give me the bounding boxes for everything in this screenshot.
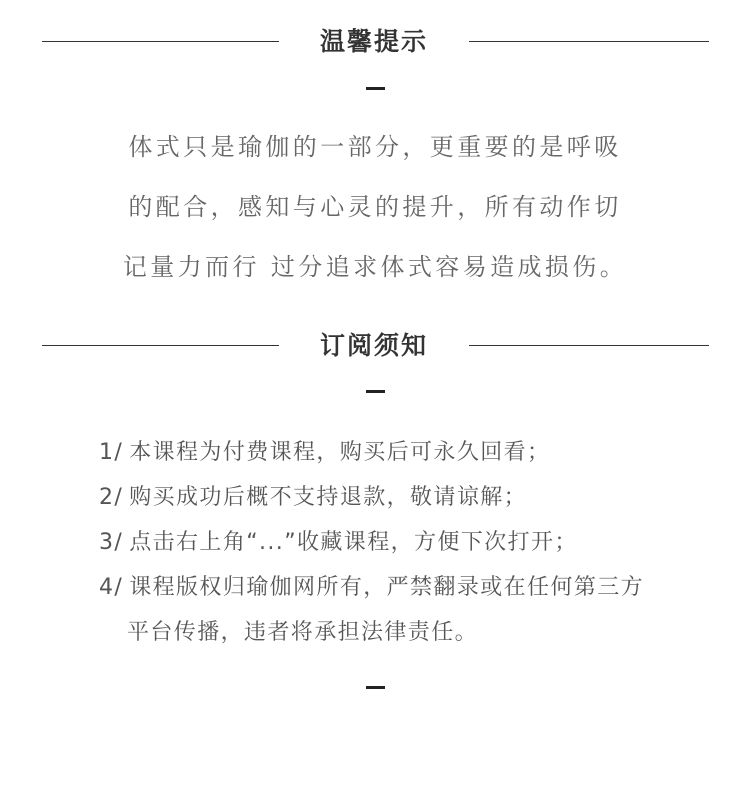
- notice-dash-divider: [366, 390, 385, 393]
- tips-header-left-divider: [42, 41, 279, 42]
- notice-item-text: 课程版权归瑜伽网所有，严禁翻录或在任何第三方: [129, 575, 645, 600]
- notice-item: [99, 520, 699, 565]
- tips-title: 温馨提示: [319, 27, 428, 56]
- notice-item-text: 平台传播，违者将承担法律责任。: [127, 620, 479, 645]
- notice-item-number: 4/: [99, 575, 124, 600]
- notice-item-text: 点击右上角“...”收藏课程，方便下次打开；: [129, 530, 578, 555]
- tips-line: 的配合，感知与心灵的提升，所有动作切: [128, 193, 622, 221]
- notice-item-number: 3/: [99, 530, 124, 555]
- tips-header-right-divider: [469, 41, 709, 42]
- tips-header: [0, 22, 750, 62]
- notice-item-continuation: [99, 610, 699, 655]
- notice-item-text: 本课程为付费课程，购买后可永久回看；: [129, 440, 551, 465]
- notice-header-left-divider: [42, 345, 279, 346]
- notice-header: [0, 326, 750, 366]
- notice-item-text: 购买成功后概不支持退款，敬请谅解；: [129, 485, 528, 510]
- notice-item: [99, 565, 699, 610]
- notice-item: [99, 430, 699, 475]
- tips-body: [80, 117, 670, 297]
- tips-line: 体式只是瑜伽的一部分，更重要的是呼吸: [128, 133, 622, 161]
- tips-line: 记量力而行 过分追求体式容易造成损伤。: [122, 253, 628, 281]
- notice-header-right-divider: [469, 345, 709, 346]
- notice-item: [99, 475, 699, 520]
- notice-item-number: 2/: [99, 485, 124, 510]
- notice-title: 订阅须知: [319, 331, 428, 360]
- notice-list: [99, 430, 699, 655]
- notice-item-number: 1/: [99, 440, 124, 465]
- tips-dash-divider: [366, 87, 385, 90]
- bottom-dash-divider: [366, 686, 385, 689]
